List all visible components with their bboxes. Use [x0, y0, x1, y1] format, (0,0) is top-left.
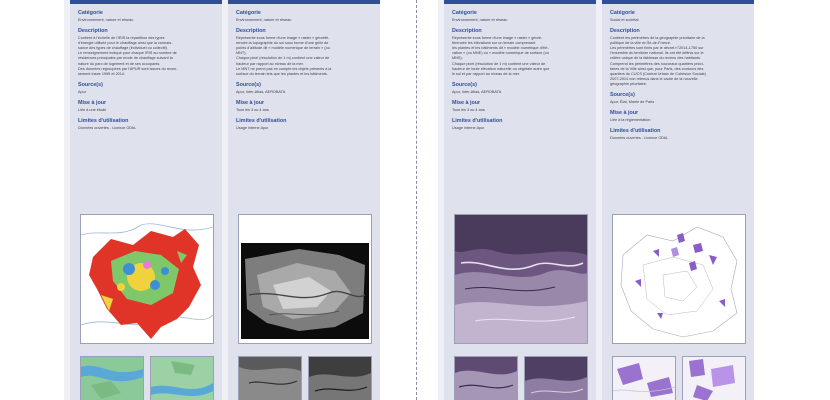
category-heading: Catégorie	[610, 10, 635, 16]
update-heading: Mise à jour	[236, 99, 265, 106]
source-value: Apur	[78, 89, 87, 94]
update-value: Liée à une étude	[78, 107, 107, 112]
update-value: Tous les 3 ou 4 ans	[236, 107, 269, 112]
update-heading: Mise à jour	[452, 99, 481, 106]
usage-limits-value: Données ouvertes - Licence ODbL	[610, 136, 669, 141]
update-heading: Mise à jour	[610, 110, 639, 117]
dataset-card-priority-districts	[602, 0, 754, 400]
source-value: Apur, État, Mairie de Paris	[610, 100, 655, 105]
category-value: Environnement, nature et réseau	[452, 18, 508, 22]
usage-limits-value: Usage interne Apur	[452, 126, 485, 131]
card-text	[610, 10, 746, 146]
dataset-card-heating	[70, 0, 222, 400]
description-text: Représente sous forme d'une image « raster » géoréfé- rencée la topographie du sol sous forme d'une grille de points d'altitude dit « modèle numérique de terrain » (ou MNT). Chaque pixel (résolution de 1 m) contient une valeur de hauteur par rapport au niveau de la mer. Le MNT ne prend pas en compte les objets présents à la surface du terrain tels que les plantes et les bâtiments.	[236, 36, 332, 76]
category-heading: Catégorie	[78, 10, 103, 16]
elevation-detail-thumbnail-right	[524, 356, 588, 400]
description-heading: Description	[452, 28, 482, 35]
source-heading: Source(s)	[78, 81, 103, 88]
usage-limits-heading: Limites d'utilisation	[236, 118, 287, 125]
districts-detail-thumbnail-right	[682, 356, 746, 400]
description-text: Représente sous forme d'une image « raster » géoré- férencée les élévations sur un terrain comprenant les plantes et les bâtiments dit « modèle numérique d'élé- vation » (ou MNE) ou « modèle numérique de surface (ou MNS). Chaque pixel (résolution de 1 m) contient une valeur de hauteur de toute élévation naturelle ou végétale autre que le sol et par rapport au niveau de la mer.	[452, 36, 550, 76]
description-heading: Description	[78, 28, 108, 35]
terrain-detail-thumbnail-right	[308, 356, 372, 400]
usage-limits-value: Données ouvertes - Licence ODbL	[78, 126, 137, 131]
source-heading: Source(s)	[452, 81, 477, 88]
category-heading: Catégorie	[236, 10, 261, 16]
dataset-card-mnt	[228, 0, 380, 400]
card-header-bar	[228, 0, 380, 4]
elevation-detail-thumbnail-left	[454, 356, 518, 400]
heating-detail-thumbnail-left	[80, 356, 144, 400]
usage-limits-heading: Limites d'utilisation	[610, 128, 661, 135]
category-value: Social et sociétal	[610, 18, 639, 22]
description-text: Contient les périmètres de la géographie prioritaire de la politique de la ville en Île-de-France. Les périmètres sont fixés par le décret n°2014-1750 sur l'ensemble du territoire national. Ils ont été définis sur le critère unique de la faiblesse du revenu des habitants. Comprend les périmètres des nouveaux quartiers priori- taires de la Ville ainsi que, pour Paris, des contours des quartiers du CUCS (Contrat Urbain de Cohésion Sociale) 2007-2014 non retenus dans le cadre de la nouvelle géographie prioritaire.	[610, 36, 707, 86]
terrain-model-map-image	[238, 214, 372, 344]
description-heading: Description	[236, 28, 266, 35]
update-value: Tous les 3 ou 4 ans	[452, 107, 485, 112]
usage-limits-heading: Limites d'utilisation	[452, 118, 503, 125]
category-value: Environnement, nature et réseau	[236, 18, 292, 22]
card-text	[78, 10, 214, 136]
card-text	[452, 10, 588, 136]
update-value: Liée à la réglementation	[610, 118, 651, 123]
description-text: Contient à l'échelle de l'IRIS la répartition des types d'énergie utilisée pour le chauffage ainsi que la connais- sance des types de chauffage (individuel ou collectif). Le renseignement indiqué pour chaque IRIS au nombre de résidences principales par mode de chauffage suivant la nature du parc de logement et de ses occupants. Des données regroupées par l'APUR sont issues du recen- sement Insee 1999 et 2014.	[78, 36, 178, 76]
priority-districts-map-image	[612, 214, 746, 344]
heating-detail-thumbnail-right	[150, 356, 214, 400]
card-text	[236, 10, 372, 136]
category-heading: Catégorie	[452, 10, 477, 16]
source-heading: Source(s)	[610, 92, 635, 99]
source-value: Apur, Inter-Atlas, AEROBATA	[236, 89, 286, 94]
description-heading: Description	[610, 28, 640, 35]
heating-map-image	[80, 214, 214, 344]
card-header-bar	[70, 0, 222, 4]
districts-detail-thumbnail-left	[612, 356, 676, 400]
card-header-bar	[602, 0, 754, 4]
source-value: Apur, Inter-Atlas, AEROBATA	[452, 89, 502, 94]
elevation-model-map-image	[454, 214, 588, 344]
terrain-detail-thumbnail-left	[238, 356, 302, 400]
usage-limits-heading: Limites d'utilisation	[78, 118, 129, 125]
update-heading: Mise à jour	[78, 99, 107, 106]
dataset-card-mne	[444, 0, 596, 400]
source-heading: Source(s)	[236, 81, 261, 88]
page-fold-divider	[416, 0, 417, 400]
category-value: Environnement, nature et réseau	[78, 18, 134, 22]
card-header-bar	[444, 0, 596, 4]
usage-limits-value: Usage interne Apur	[236, 126, 269, 131]
